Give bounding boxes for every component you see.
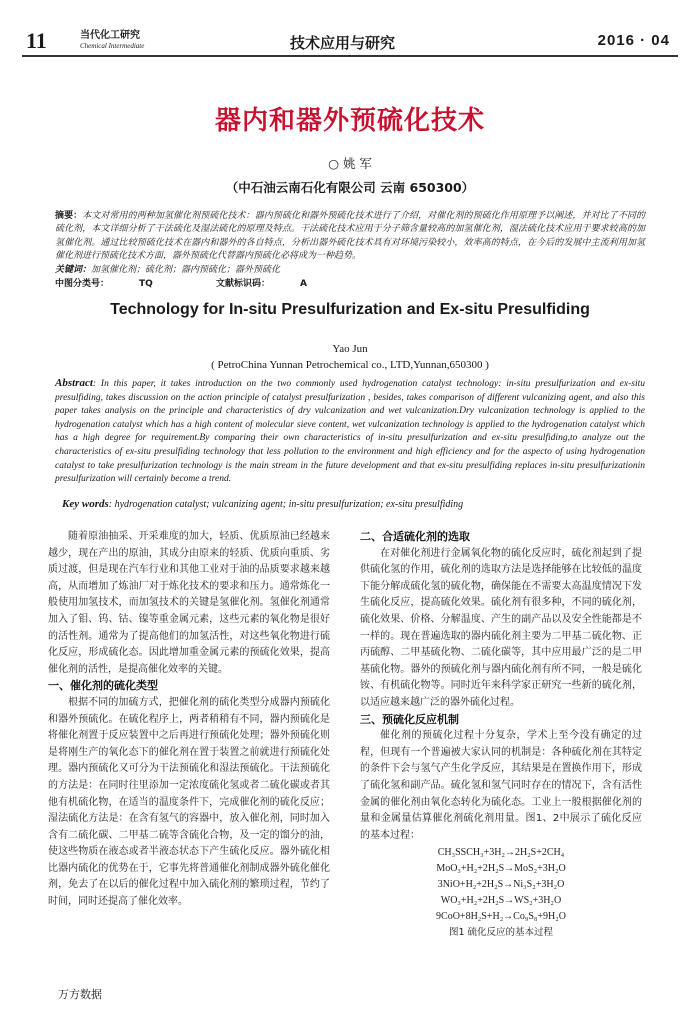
keywords-cn xyxy=(55,264,645,277)
author-cn: ○ 姚 军 xyxy=(328,156,372,171)
page-number: 11 xyxy=(26,28,47,53)
paper-title-cn: 器内和器外预硫化技术 xyxy=(214,106,485,136)
abstract-en xyxy=(55,377,645,487)
abstract-en-label: Abstract xyxy=(55,377,93,389)
intro-paragraph: 随着原油抽采、开采难度的加大，轻质、优质原油已经越来越少，现在产出的原油，其成分由原来的轻质、优质向重质、劣质过渡，但是现在汽车行业和其他工业对于油的品质要求越来越高，从而增加了炼油厂对于炼化技术的要求和压力。通常炼化一般使用加氢技术，而加氢技术的关键是氢催化剂。氢催化剂通常加入了钼、钨、钴、镍等重金属元素，这些元素的氧化物是很好的活性剂。通常为了提高他们的加氢活性，对这些氧化物进行硫化反应，形成硫化态。因此增加重金属元素的预硫化效果，提高催化剂的活性，是提高催化效率的关键。 xyxy=(48,531,330,675)
journal-name xyxy=(80,30,144,51)
issue-number: 2016 · 04 xyxy=(597,32,670,49)
section-title: 技术应用与研究 xyxy=(290,34,396,52)
clc-label: 中图分类号： xyxy=(55,279,110,289)
header-divider xyxy=(22,55,678,57)
keywords-cn-text: 加氢催化剂；硫化剂；器内预硫化；器外预硫化 xyxy=(91,265,281,275)
footer-watermark: 万方数据 xyxy=(58,988,102,1001)
section-1-paragraph: 根据不同的加硫方式，把催化剂的硫化类型分成器内预硫化和器外预硫化。在硫化程序上，两者稍稍有不同，器内预硫化是将催化剂置于反应装置中之后再进行预硫化处理；器外预硫化则是将刚生产的氧化态下的催化剂在置于装置之前就进行预硫化处理。器内预硫化又可分为干法预硫化和湿法预硫化。干法预硫化的方法是：在同时往里添加一定浓度硫化氢或者二硫化碳或者其他有机硫化物，在适当的温度条件下，完成催化剂的硫化反应；湿法硫化方法是：在含有氢气的容器中，放入催化剂，同时加入含有二硫化碳、二甲基二硫等含硫化合物，及一定的馏分的油，使这些物质在液态或者半液态状态下产生硫化反应。器外硫化相比器内硫化的优势在于，它事先将普通催化剂制成器外硫化催化剂，免去了在以后的催化过程中加入硫化剂的繁琐过程，节约了时间，同时还提高了催化效率。 xyxy=(48,696,330,908)
keywords-en-text: : hydrogenation catalyst; vulcanizing agent; in-situ presulfurization; ex-situ presulfiding xyxy=(108,499,464,510)
section-heading-2: 二、合适硫化剂的选取 xyxy=(360,530,470,543)
keywords-cn-label: 关键词： xyxy=(55,265,92,275)
reaction-equations xyxy=(360,845,642,925)
section-heading-3: 三、预硫化反应机制 xyxy=(360,712,459,726)
doc-code-value: A xyxy=(299,279,307,289)
equation: 9CoO+8H₂S+H₂→Co₉S₈+9H₂O xyxy=(436,911,566,923)
clc-value: TQ xyxy=(139,279,153,289)
abstract-cn-label: 摘要： xyxy=(55,211,83,221)
body-column-left xyxy=(48,529,330,911)
classification-line xyxy=(55,278,367,291)
journal-name-cn: 当代化工研究 xyxy=(80,30,140,41)
section-heading-1: 一、催化剂的硫化类型 xyxy=(48,679,158,693)
equation: CH₃SSCH₃+3H₂→2H₂S+2CH₄ xyxy=(437,847,565,859)
author-en: Yao Jun xyxy=(332,343,368,355)
abstract-cn-text: 本文对常用的两种加氢催化剂预硫化技术：器内预硫化和器外预硫化技术进行了介绍，对催化剂的预硫化作用原理予以阐述，并对比了不同的硫化剂，本文详细分析了干法硫化及湿法硫化的原理及特点。干法硫化技术应用于分子筛含量较高的加氢催化剂，湿法硫化技术应用于要求较高的加氢催化剂。通过比较预硫化技术在器内和器外的各自特点，分析出器外硫化技术具有对环境污染较小，效率高的特点，在今后的发展中主流利用加氢催化剂进行预硫化技术方面，器外预硫化代替器内预硫化必将成为一种趋势。 xyxy=(55,211,645,262)
equation: WO₃+H₂+2H₂S→WS₂+3H₂O xyxy=(440,895,562,907)
abstract-en-text: : In this paper, it takes introduction on the two commonly used hydrogenation catalyst technology: in-situ presulfurization and ex-situ presulfiding, takes discussion on the action principle of catalyst presulfurization , besides, takes comparison of different vulcanizing agent, and also this paper takes analysis on the principle and characteristics of dry vulcanization and wet vulcanization.Dry vulcanization technology is applied to the hydrogenation catalyst which has a high content of molecular sieve content, wet vulcanization technology is applied to the hydrogenation catalyst which has a high degree for requirement.By comparing their own characteristics of in-situ presulfurization and ex-situ presulfiding,to analyze out the characteristics of ex-situ presulfiding technology that less pollution to the environment and high efficiency and for the aspecto of using hydrogenation catalyst to take presulfurization technology is the main stream in the future development and that ex-situ presulfiding replaces in-situ presulfurizationin presulfurization will certainly become a trend. xyxy=(55,379,645,485)
affiliation-en: ( PetroChina Yunnan Petrochemical co., LTD,Yunnan,650300 ) xyxy=(211,359,489,371)
body-column-right xyxy=(360,529,642,942)
doc-code-label: 文献标识码： xyxy=(215,279,270,289)
journal-name-en: Chemical Intermediate xyxy=(80,42,145,50)
figure-caption: 图1 硫化反应的基本过程 xyxy=(448,927,554,939)
affiliation-cn: （中石油云南石化有限公司 云南 650300） xyxy=(225,180,475,195)
keywords-en xyxy=(62,498,463,510)
section-3-paragraph: 催化剂的预硫化过程十分复杂，学术上至今没有确定的过程，但现有一个普遍被大家认同的机制是：各种硫化剂在其特定的条件下会与氢气产生化学反应，其结果是在置换作用下，形成了硫化氢和副产品。硫化氢和氢气同时存在的情况下，含有活性金属的催化剂由氧化态转化为硫化态。工业上一般根据催化剂的量和金属量估算催化剂硫化剂用量。图1、2中展示了硫化反应的基本过程： xyxy=(360,730,642,841)
paper-title-en: Technology for In-situ Presulfurization and Ex-situ Presulfiding xyxy=(110,301,590,318)
section-2-paragraph: 在对催化剂进行金属氧化物的硫化反应时，硫化剂起到了提供硫化氢的作用，硫化剂的选取方法是选择能够在比较低的温度下能分解成硫化氢的硫化物，确保能在不需要太高温度情况下发生硫化反应，提高硫化效果。硫化剂有很多种，不同的硫化剂，硫化效果、价格、分解温度、产生的副产品以及安全性能都是不一样的。现在普遍选取的器内硫化剂主要为二甲基二硫化物、正丙硫醇、二甲基硫化物、二硫化碳等，其中应用最广泛的是二甲基硫化物。器外的预硫化剂与器内硫化剂有所不同，一般是硫化铵、有机硫化物等。同时近年来科学家正研究一些新的硫化剂，以适应越来越广泛的器外硫化过程。 xyxy=(360,547,642,708)
abstract-cn xyxy=(55,210,645,264)
keywords-en-label: Key words xyxy=(62,498,109,510)
equation: MoO₃+H₂+2H₂S→MoS₂+3H₂O xyxy=(436,863,566,875)
equation: 3NiO+H₂+2H₂S→Ni₃S₂+3H₂O xyxy=(437,879,565,891)
